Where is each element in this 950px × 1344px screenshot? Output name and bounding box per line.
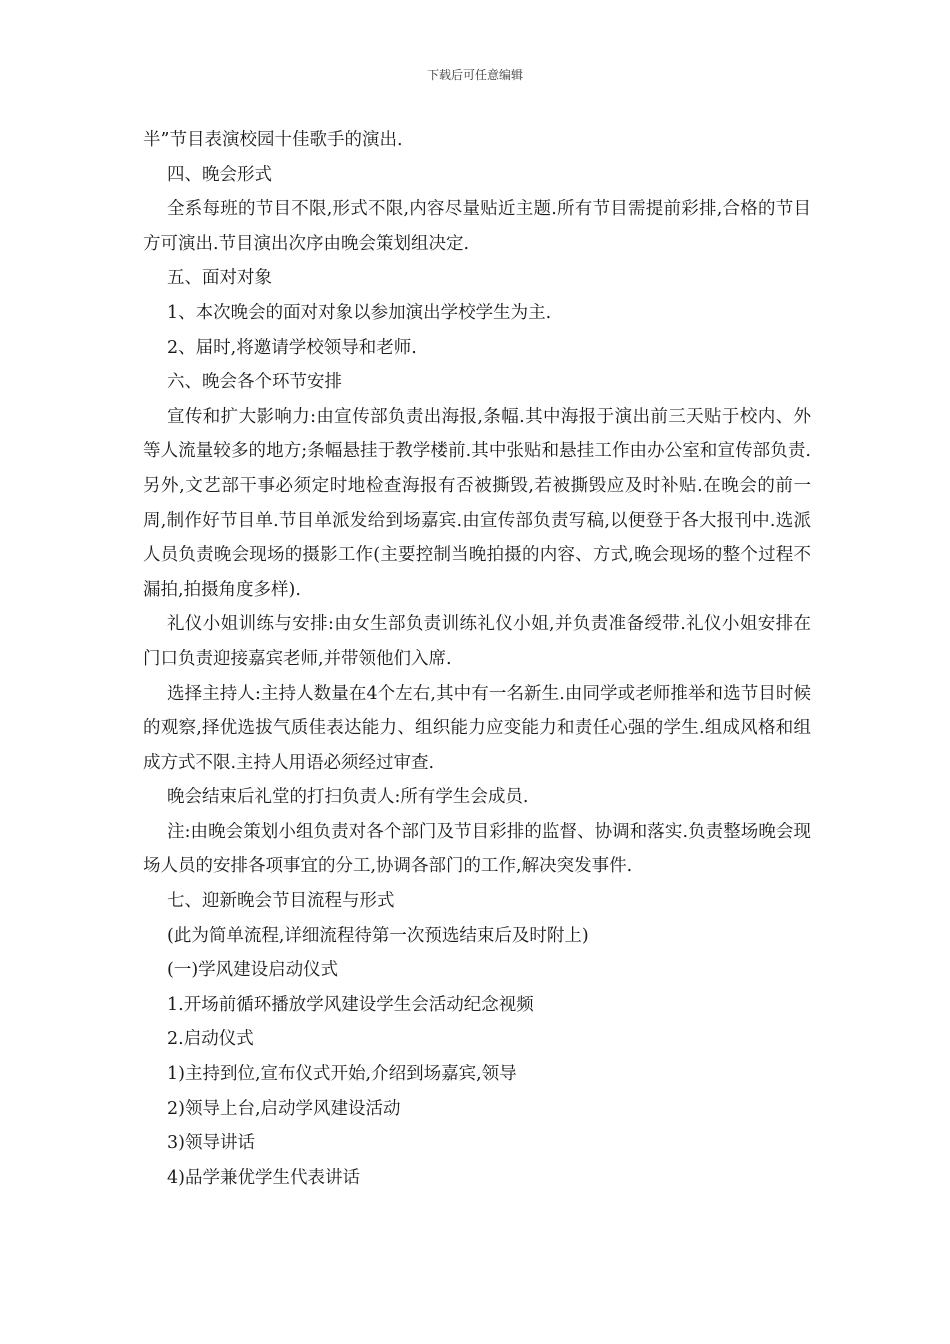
paragraph-cleanup: 晚会结束后礼堂的打扫负责人:所有学生会成员. — [167, 787, 529, 808]
paragraph-etiquette: 礼仪小姐训练与安排:由女生部负责训练礼仪小姐,并负责准备绶带.礼仪小姐安排在门口负责迎接嘉宾老师,并带领他们入席. — [143, 614, 811, 669]
paragraph-publicity: 宣传和扩大影响力:由宣传部负责出海报,条幅.其中海报于演出前三天贴于校内、外等人流量较多的地方;条幅悬挂于教学楼前.其中张贴和悬挂工作由办公室和宣传部负责.另外,文艺部干事必须定时地检查海报有否被撕毁,若被撕毁应及时补贴.在晚会的前一周,制作好节目单.节目单派发给到场嘉宾.由宣传部负责写稿,以便登于各大报刊中.选派人员负责晚会现场的摄影工作(主要控制当晚拍摄的内容、方式,晚会现场的整个过程不漏拍,拍摄角度多样). — [143, 406, 811, 600]
list-item-flow-2: 2.启动仪式 — [167, 1029, 254, 1050]
list-item-audience-1: 1、本次晚会的面对对象以参加演出学校学生为主. — [167, 302, 552, 323]
list-item-flow-1: 1.开场前循环播放学风建设学生会活动纪念视频 — [167, 994, 534, 1015]
paragraph-host-selection: 选择主持人:主持人数量在4个左右,其中有一名新生.由同学或老师推举和选节目时候的观察,择优选拔气质佳表达能力、组织能力应变能力和责任心强的学生.组成风格和组成方式不限.主持人用语必须经过审查. — [143, 683, 811, 773]
list-item-ceremony-2: 2)领导上台,启动学风建设活动 — [167, 1098, 401, 1119]
list-item-audience-2: 2、届时,将邀请学校领导和老师. — [167, 337, 417, 358]
section-heading-5: 五、面对对象 — [167, 268, 272, 289]
page-header: 下载后可任意编辑 — [426, 68, 523, 82]
section-heading-7: 七、迎新晚会节目流程与形式 — [167, 891, 395, 912]
list-item-ceremony-3: 3)领导讲话 — [167, 1133, 255, 1154]
paragraph-note: 注:由晚会策划小组负责对各个部门及节目彩排的监督、协调和落实.负责整场晚会现场人员的安排各项事宜的分工,协调各部门的工作,解决突发事件. — [143, 821, 811, 877]
paragraph-form: 全系每班的节目不限,形式不限,内容尽量贴近主题.所有节目需提前彩排,合格的节目方可演出.节目演出次序由晚会策划组决定. — [143, 199, 811, 254]
paragraph-continuation: 半”节目表演校园十佳歌手的演出. — [143, 130, 403, 150]
list-item-ceremony-1: 1)主持到位,宣布仪式开始,介绍到场嘉宾,领导 — [167, 1064, 517, 1085]
paragraph-flow-note: (此为简单流程,详细流程待第一次预选结束后及时附上) — [167, 925, 589, 946]
document-body — [143, 123, 811, 1195]
section-heading-6: 六、晚会各个环节安排 — [167, 372, 342, 393]
list-item-ceremony-4: 4)品学兼优学生代表讲话 — [167, 1167, 360, 1188]
section-heading-4: 四、晚会形式 — [167, 164, 272, 185]
subsection-heading-1: (一)学风建设启动仪式 — [167, 960, 339, 981]
